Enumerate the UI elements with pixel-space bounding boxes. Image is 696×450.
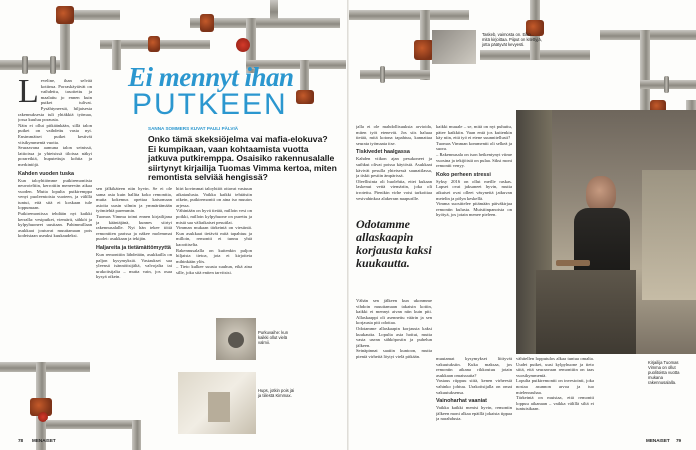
col-g-p3: Vaikka kaikki menisi hyvin, remontin jälkeen moni alkaa epäillä jokaista tippaa ja narahdusta. — [436, 405, 512, 422]
col-a-heading: Kahden vuoden tuska — [18, 170, 75, 177]
spread-gutter — [347, 0, 349, 450]
photo-portrait-tuomas-vimma — [516, 110, 696, 354]
col-f-p5: Vimma suosittelee pitämään päiväkirjaa remontin kulusta. Muistiinpanoista on hyötyä, jos jotain menee pieleen. — [436, 201, 512, 218]
caption-portrait: Kirjailija Tuomas Vimma on ollut puolitoista vuotta mukana rakennusalalla. — [648, 360, 680, 385]
col-b-p3: Kun remonttiin lähdetään, asukkailla on paljon kysymyksiä. Vastaukset saa yleensä isännöitsijältä, valvojalta tai urakoitsijalta – mutta vain, jos osaa kysyä oikein. — [96, 251, 172, 280]
col-b-p2: Tuomas Vimma toimi ennen kirjailijana ja kääntäjänä, kunnes siirtyi rakennusalalle. Nyt hän tekee töitä remonttien parissa ja näkee molemmat puolet: asukkaan ja tekijän. — [96, 213, 172, 242]
col-d-p2: Kahden viikon ajan pesukoneet ja suihkut olivat poissa käytöstä. Asukkaat kävivät pesulla yhteisessä saunatilassa, ja tiskit pestiin ämpärissä. — [356, 156, 432, 179]
col-b-p1: sen jälkikäteen niin hyvin. Se ei ole sama asia kuin hallita koko remonttia, mutta kokemus opettaa katsomaan asioita uusin silmin ja ymmärtämään työmiehiä paremmin. — [96, 186, 172, 214]
headline-line2: PUTKEEN — [132, 88, 288, 121]
col-d-p3: Oleellisinta oli huolehtia, ettei kukaan laskenut vettä viemäriin, joka oli irrotettu. Pienikin virhe voisi tarkoittaa vesivahinkoa alakerran naapurille. — [356, 178, 432, 201]
column-c — [176, 186, 252, 314]
column-f — [436, 124, 512, 354]
col-h-p2: Lopulta putkiremontti on investointi, joka nostaa asunnon arvoa ja tuo mielenrauhaa. — [516, 378, 594, 395]
col-a-p3: Seuraavana aamuna talon seinissä, lattioissa ja yhteisissä tiloissa näkyi porareikiä, huputettuja kohtia ja merkintöjä. — [18, 145, 92, 167]
col-a-intro: eveline, ihan selvää kotiinsa. Porraskäytävät on vaihdettu, tasoitettu ja maalattu jo ennen kuin putket tulivat. Pysähtyneestä, hiljaisesta rakennuksesta tuli yhtäkkiä työmaa, jossa kuuluu porausta. — [18, 78, 92, 123]
column-g — [436, 356, 512, 434]
col-c-p3: Vimman mukaan tärkeintä on viestintä. Kun asukkaat tietävät mitä tapahtuu ja milloin, remontti ei tunnu yhtä kaoottiselta. — [176, 225, 252, 247]
col-g-heading: Vainoharhat vaaniat — [436, 398, 487, 405]
caption-bottom: Hups, jotkin pois jäi ja tiilestä Kimmax. — [258, 388, 295, 398]
col-g-p2: Vastaus riippuu siitä, kenen virheestä vahinko johtuu. Urakoitsijalla on omat vakuutuksensa. — [436, 378, 512, 395]
col-a-p4: Kun taloyhtiömme putkiremontista neuvoteltiin, kerrottiin meneevän aikaa vuoden. Mutta lopulta putkiremppa venyi puoleentoista vuoteen, ja välillä tuntui, että sitä ei koskaan tule loppumaan. — [18, 177, 92, 211]
col-f-heading: Koko perheen stressi — [436, 171, 491, 178]
pull-quote: Odotamme allaskaapin korjausta kaksi kuukautta. — [356, 217, 432, 270]
col-g-p1: muutamat kysymykset liittyvät vakuutuksiin. Kuka maksaa, jos remontin aikana rikkoutuu jotain asukkaan omaisuutta? — [436, 356, 512, 378]
photo-pipes-closeup — [432, 30, 476, 64]
photo-bathroom-corner — [178, 372, 256, 434]
folio-right-magazine: MENAISET — [646, 438, 670, 443]
col-c-p1: hiirt kovimmat taloyhtiöt ottavat vastuun aikataulusta. Vaikka kaikki tehtäisiin oikein, putkiremontti on aina iso muutos arjessa. — [176, 186, 252, 208]
column-h — [516, 356, 594, 434]
folio-right-number: 79 — [676, 438, 682, 443]
col-a-p2: Näin ei ollut pitkäänkään, sillä talon putket on vaihdettu vasta nyt. Ensimmäiset putket kestivät viisikymmentä vuotta. — [18, 122, 92, 145]
col-a-p5: Putkiremontissa tehdään nyt kaikki kerralla: vesiputket, viemärit, sähköt ja kylpyhuoneet uusitaan. Pahimmillaan asukkaat joutuvat muuttamaan pois kodeistaan useaksi kuukaudeksi. — [18, 211, 92, 239]
dropcap: L — [18, 78, 39, 110]
caption-mid: Purkuvaihe: kun kaikki ollut vielä valmii. — [258, 330, 289, 345]
col-f-p1: kaikki muuale – se, mitä on nyt puhuttu, pätee kaikkiin. Vaan entä jos kuitenkin käy niin, että työ ei etene suunnitellusti? — [436, 124, 512, 141]
caption-top-right: Taskeb, vaimosta on. Eiko... mitä kirjoittaa. Piiput on kitettyjä, jotta päätyvät kevyesti. — [482, 32, 542, 47]
col-c-p4: Rakennusalalla on kuitenkin paljon hiljaista tietoa, jota ei kirjoiteta mihinkään ylös. — [176, 247, 252, 264]
col-f-p2: Tuomas Vimman kommentti oli selkeä ja suora. — [436, 140, 512, 152]
col-h-p3: Tärkeintä on muistaa, että remontti loppuu aikanaan – vaikka välillä siltä ei tuntuisikaan. — [516, 395, 594, 412]
col-c-p2: Vähintään on hyvä tietää, milloin vesi on poikki, milloin kylpyhuone on purettu ja mistä saa väliaikaiset pesutilat. — [176, 208, 252, 225]
column-d — [356, 124, 432, 216]
col-c-p5: – Tieto kulkee suusta suuhun, eikä aina sille, joka sitä eniten tarvitsisi. — [176, 264, 252, 275]
photo-floor-drain — [216, 318, 256, 360]
folio-left-number: 78 — [18, 438, 24, 443]
col-f-p3: – Rakennusala on ison heikentynyt viime vuosina ja tekijöistä on pulaa. Siksi moni remontti venyy. — [436, 151, 512, 169]
col-b-heading: Haljareita ja tietämättömyyttä — [96, 244, 171, 251]
headline-line1: Ei mennyt ihan — [128, 62, 294, 92]
lede-paragraph: Onko tämä skeksiöjelma vai mafia-elokuva? Ei kumpikaan, vaan kohtaamista vuotta jatkuva putkiremppa. Osaisiko rakennusalalle siirtynyt kirjailija Tuomas Vimma kertoa, miten remontista selviää hengissä? — [148, 134, 337, 183]
col-d-p1: jalla ei ole mahdollisuuksia arvioida, miten työt etenevät. Jos siis haluaa tietää, mitä kotona tapahtuu, kannattaa seurata työmaata itse. — [356, 124, 432, 146]
col-f-p4: Syksy 2016 on ollut meille raskas. Lapset ovat jaksaneet hyvin, mutta aikuiset ovat olleet väsyneitä jatkuvan metelin ja pölyn keskellä. — [436, 178, 512, 201]
col-h-p1: vähitellen lopputulos alkaa tuntua omalta. Uudet putket, uusi kylpyhuone ja tieto siitä, että seuraavaan remonttiin on taas vuosikymmeniä. — [516, 356, 594, 378]
col-e-p2: Odotamme allaskaapin korjausta kaksi kuukautta. Lopulta asia hoitui, mutta vasta usean sähköpostin ja puhelun jälkeen. — [356, 325, 432, 348]
column-e — [356, 298, 432, 434]
col-e-p3: Seinäpinnat saatiin kuntoon, mutta pieniä virheitä löytyi vielä pitkään. — [356, 348, 432, 359]
col-e-p1: Vähän sen jälkeen kun ukonmme vihdoin muuttamaan takaisin kotiin, kaikki ei mennyt aivan niin kuin piti. Allaskaappi oli asennettu väärin ja sen korjausta piti odottaa. — [356, 298, 432, 326]
col-d-heading: Tiskivedet haalgassa — [356, 149, 410, 156]
column-b — [96, 186, 172, 314]
byline: SANNA SOMMERS KUVAT PAULI PÄLVIÄ — [148, 126, 239, 131]
column-a — [18, 78, 92, 430]
folio-left-magazine: MENAISET — [32, 438, 56, 443]
